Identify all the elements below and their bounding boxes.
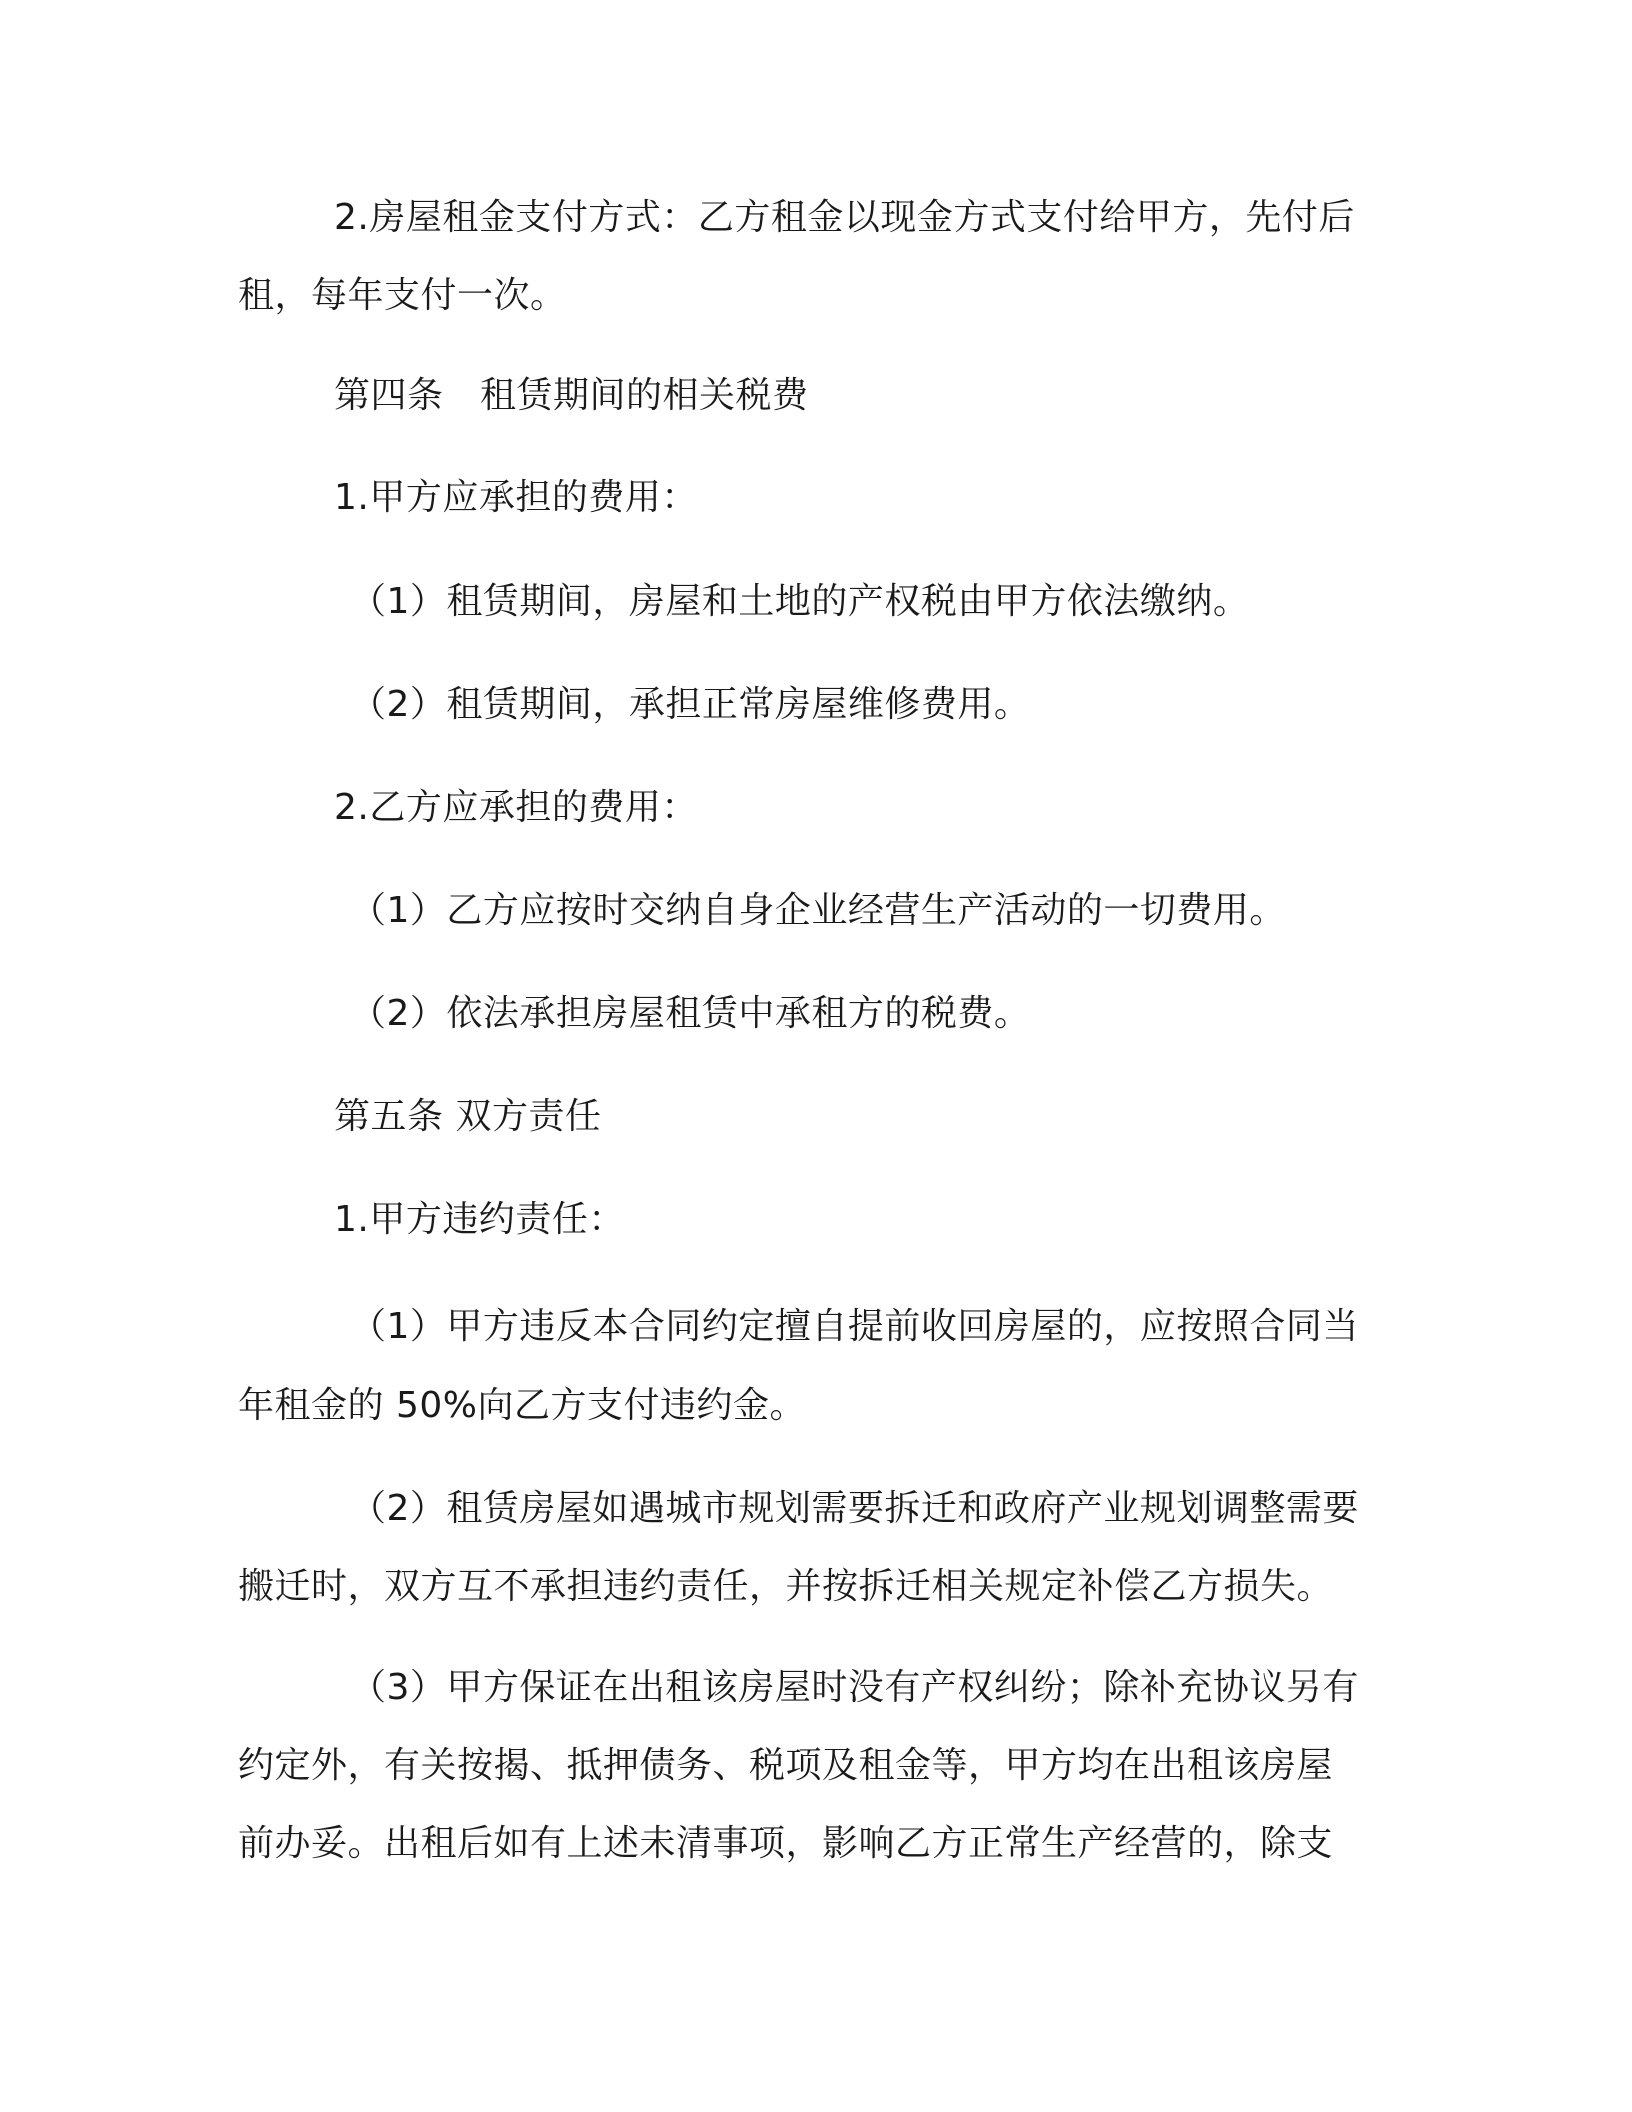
breach-item-2-line-2: 搬迁时，双方互不承担违约责任，并按拆迁相关规定补偿乙方损失。 [238, 1566, 1334, 1607]
party-a-fee-item-2: （2）租赁期间，承担正常房屋维修费用。 [350, 684, 1031, 725]
article-4-heading: 第四条 租赁期间的相关税费 [334, 375, 809, 416]
party-b-fee-item-1: （1）乙方应按时交纳自身企业经营生产活动的一切费用。 [350, 890, 1286, 931]
party-a-fees-heading: 1.甲方应承担的费用： [334, 477, 698, 518]
breach-item-1-line-2: 年租金的 50%向乙方支付违约金。 [238, 1385, 806, 1426]
paragraph-rent-payment-line-2: 租，每年支付一次。 [238, 275, 567, 316]
article-5-heading: 第五条 双方责任 [334, 1096, 602, 1137]
breach-item-3-line-1: （3）甲方保证在出租该房屋时没有产权纠纷；除补充协议另有 [350, 1667, 1359, 1708]
breach-item-1-line-1: （1）甲方违反本合同约定擅自提前收回房屋的，应按照合同当 [350, 1306, 1359, 1347]
party-b-fees-heading: 2.乙方应承担的费用： [334, 787, 698, 828]
paragraph-rent-payment-line-1: 2.房屋租金支付方式：乙方租金以现金方式支付给甲方，先付后 [334, 197, 1355, 238]
party-b-fee-item-2: （2）依法承担房屋租赁中承租方的税费。 [350, 993, 1031, 1034]
party-a-breach-heading: 1.甲方违约责任： [334, 1199, 625, 1240]
breach-item-3-line-2: 约定外，有关按揭、抵押债务、税项及租金等，甲方均在出租该房屋 [238, 1745, 1334, 1786]
party-a-fee-item-1: （1）租赁期间，房屋和土地的产权税由甲方依法缴纳。 [350, 581, 1250, 622]
breach-item-3-line-3: 前办妥。出租后如有上述未清事项，影响乙方正常生产经营的，除支 [238, 1823, 1334, 1864]
breach-item-2-line-1: （2）租赁房屋如遇城市规划需要拆迁和政府产业规划调整需要 [350, 1488, 1359, 1529]
